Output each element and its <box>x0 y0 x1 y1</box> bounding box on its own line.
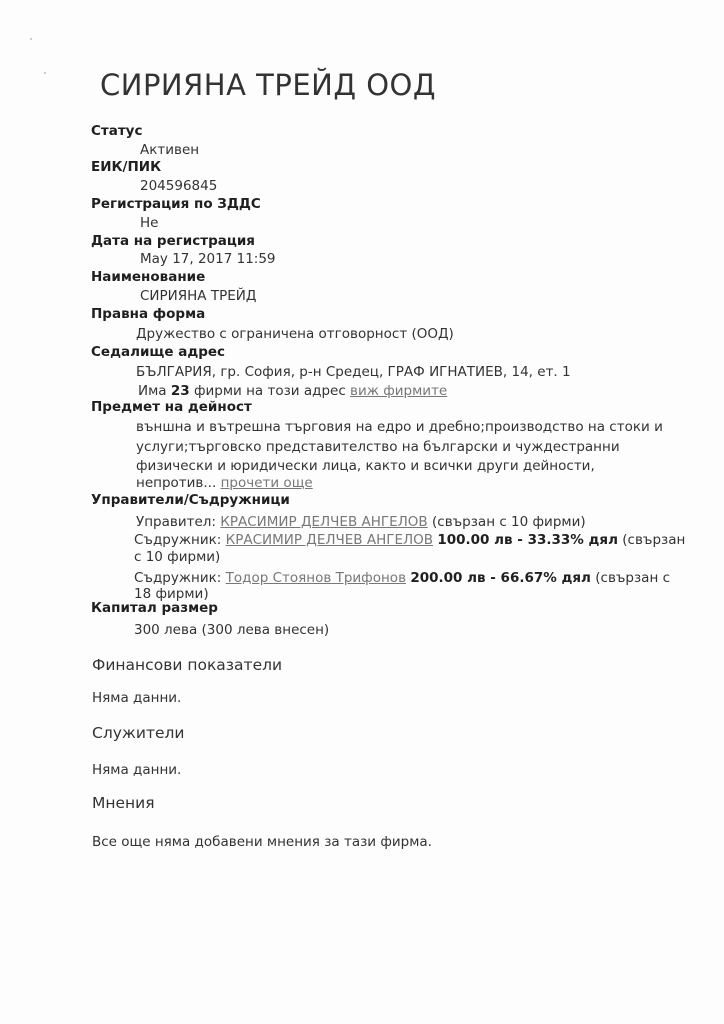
managers-label: Управители/Съдружници <box>91 492 290 508</box>
capital-label: Капитал размер <box>91 600 218 616</box>
partner2-connected-cont: 18 фирми) <box>134 586 209 602</box>
capital-value: 300 лева (300 лева внесен) <box>134 622 330 638</box>
activity-line-3: физически и юридически лица, както и всички други дейности, <box>136 458 595 474</box>
activity-line-2: услуги;търговско представителство на български и чуждестранни <box>136 439 620 455</box>
vat-value: Не <box>140 215 159 231</box>
eik-label: ЕИК/ПИК <box>91 159 162 175</box>
financial-text: Няма данни. <box>92 690 182 706</box>
firms-suffix: фирми на този адрес <box>193 383 346 399</box>
vat-label: Регистрация по ЗДДС <box>91 196 261 212</box>
manager-connected: (свързан с 10 фирми) <box>432 514 586 530</box>
status-label: Статус <box>91 123 143 139</box>
name-label: Наименование <box>91 269 206 285</box>
partner1-role: Съдружник: <box>134 532 222 548</box>
activity-truncated: непротив... <box>136 475 217 491</box>
manager-name-link[interactable]: КРАСИМИР ДЕЛЧЕВ АНГЕЛОВ <box>220 514 428 530</box>
partner2-row <box>134 570 670 586</box>
legal-form-label: Правна форма <box>91 306 206 322</box>
partner1-connected-cont: с 10 фирми) <box>134 549 221 565</box>
activity-line-4 <box>136 475 313 491</box>
eik-value: 204596845 <box>140 178 218 194</box>
read-more-link[interactable]: прочети още <box>220 475 313 491</box>
activity-label: Предмет на дейност <box>91 399 252 415</box>
employees-text: Няма данни. <box>92 762 182 778</box>
address-value: БЪЛГАРИЯ, гр. София, р-н Средец, ГРАФ ИГНАТИЕВ, 14, ет. 1 <box>136 364 571 380</box>
firms-count: 23 <box>170 383 190 399</box>
partner2-role: Съдружник: <box>134 570 222 586</box>
manager-role: Управител: <box>136 514 216 530</box>
partner1-share: 100.00 лв - 33.33% дял <box>437 532 618 548</box>
name-value: СИРИЯНА ТРЕЙД <box>140 288 257 304</box>
partner2-connected: (свързан с <box>595 570 670 586</box>
reg-date-value: May 17, 2017 11:59 <box>140 251 276 267</box>
status-value: Активен <box>140 142 200 158</box>
scan-speck <box>30 38 32 40</box>
reg-date-label: Дата на регистрация <box>91 233 255 249</box>
partner1-connected: (свързан <box>622 532 686 548</box>
scan-speck <box>44 72 46 74</box>
partner2-share: 200.00 лв - 66.67% дял <box>410 570 591 586</box>
firms-prefix: Има <box>138 383 167 399</box>
legal-form-value: Дружество с ограничена отговорност (ООД) <box>136 326 454 342</box>
partner1-row <box>134 532 685 548</box>
partner2-name-link[interactable]: Тодор Стоянов Трифонов <box>225 570 407 586</box>
view-firms-link[interactable]: виж фирмите <box>350 383 448 399</box>
opinions-text: Все още няма добавени мнения за тази фирма. <box>92 834 432 850</box>
activity-line-1: външна и вътрешна търговия на едро и дребно;производство на стоки и <box>136 419 663 435</box>
opinions-heading: Мнения <box>92 794 155 812</box>
manager-row <box>136 514 586 530</box>
partner1-name-link[interactable]: КРАСИМИР ДЕЛЧЕВ АНГЕЛОВ <box>225 532 434 548</box>
employees-heading: Служители <box>92 724 185 742</box>
address-firms-line <box>138 383 447 399</box>
financial-heading: Финансови показатели <box>92 656 283 674</box>
company-title: СИРИЯНА ТРЕЙД ООД <box>100 68 437 102</box>
address-label: Седалище адрес <box>91 344 226 360</box>
